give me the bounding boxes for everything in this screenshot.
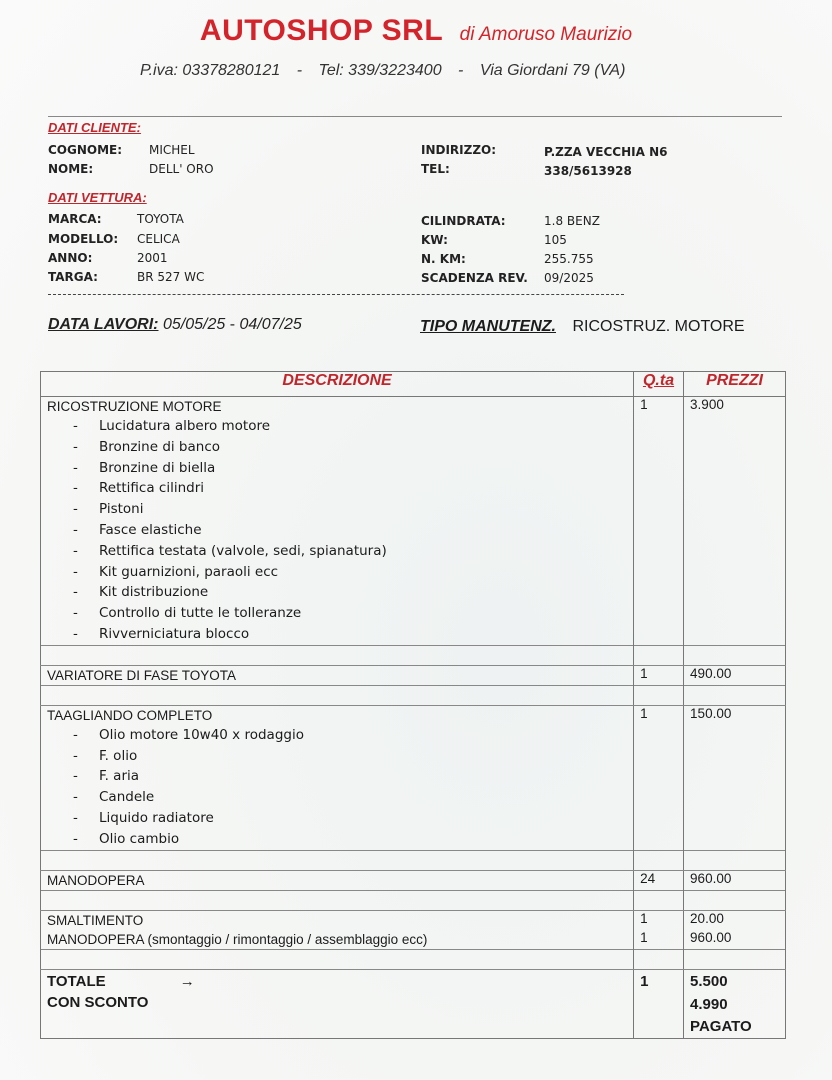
revision-value: 09/2025 bbox=[544, 271, 594, 285]
km-label: N. KM: bbox=[421, 252, 466, 266]
header-divider bbox=[48, 116, 782, 117]
row-qty: 1 bbox=[634, 930, 684, 950]
displacement-label: CILINDRATA: bbox=[421, 214, 506, 228]
list-item: - Olio cambio bbox=[73, 830, 180, 847]
plate-label: TARGA: bbox=[48, 270, 98, 284]
plate-value: BR 527 WC bbox=[137, 270, 205, 284]
work-date-from: 05/05/25 bbox=[162, 316, 226, 333]
list-item: - Olio motore 10w40 x rodaggio bbox=[73, 726, 304, 743]
shop-address: Via Giordani 79 (VA) bbox=[479, 62, 626, 79]
row-price: 960.00 bbox=[684, 930, 786, 950]
list-item: - Candele bbox=[73, 789, 155, 806]
vat-number: P.iva: 03378280121 bbox=[140, 62, 281, 79]
list-item: - F. olio bbox=[73, 747, 138, 764]
col-prices: PREZZI bbox=[684, 372, 786, 397]
brand-value: TOYOTA bbox=[137, 212, 184, 226]
list-item: - Controllo di tutte le tolleranze bbox=[73, 605, 302, 622]
phone-value: 338/5613928 bbox=[544, 164, 632, 178]
displacement-value: 1.8 BENZ bbox=[544, 214, 600, 228]
list-item: - F. aria bbox=[73, 768, 140, 785]
address-label: INDIRIZZO: bbox=[421, 143, 497, 157]
table-row bbox=[41, 870, 786, 890]
sub-item-list bbox=[47, 725, 627, 850]
list-item: - Liquido radiatore bbox=[73, 809, 214, 826]
maintenance-type-label: TIPO MANUTENZ. bbox=[420, 318, 556, 335]
row-qty: 1 bbox=[634, 910, 684, 930]
name-value: DELL' ORO bbox=[149, 162, 214, 176]
total-price: 5.500 bbox=[684, 969, 786, 994]
phone-number: Tel: 339/3223400 bbox=[318, 62, 442, 79]
row-price: 490.00 bbox=[684, 665, 786, 685]
discount-row bbox=[41, 994, 786, 1039]
col-description: DESCRIZIONE bbox=[41, 372, 634, 397]
year-label: ANNO: bbox=[48, 251, 93, 265]
maintenance-type bbox=[420, 318, 745, 336]
spacer-row bbox=[41, 890, 786, 910]
list-item: - Pistoni bbox=[73, 501, 144, 518]
maintenance-type-value: RICOSTRUZ. MOTORE bbox=[572, 318, 745, 335]
km-value: 255.755 bbox=[544, 252, 594, 266]
row-label: SMALTIMENTO bbox=[41, 910, 634, 930]
list-item: - Rettifica cilindri bbox=[73, 480, 205, 497]
row-label: MANODOPERA bbox=[41, 870, 634, 890]
row-qty: 1 bbox=[634, 705, 684, 850]
spacer-row bbox=[41, 850, 786, 870]
list-item: - Kit distribuzione bbox=[73, 584, 209, 601]
spacer-row bbox=[41, 685, 786, 705]
revision-label: SCADENZA REV. bbox=[421, 271, 528, 285]
list-item: - Fasce elastiche bbox=[73, 521, 202, 538]
row-price: 150.00 bbox=[684, 705, 786, 850]
name-label: NOME: bbox=[48, 162, 94, 176]
work-date-to: 04/07/25 bbox=[239, 316, 302, 333]
row-qty: 1 bbox=[634, 665, 684, 685]
paid-status: PAGATO bbox=[690, 1017, 752, 1035]
contact-separator: - bbox=[458, 62, 464, 79]
company-header bbox=[0, 14, 832, 48]
row-price: 960.00 bbox=[684, 870, 786, 890]
vehicle-section-title: DATI VETTURA: bbox=[48, 190, 147, 205]
kw-value: 105 bbox=[544, 233, 567, 247]
row-label: MANODOPERA (smontaggio / rimontaggio / assemblaggio ecc) bbox=[41, 930, 634, 950]
spacer-row bbox=[41, 949, 786, 969]
list-item: - Bronzine di biella bbox=[73, 459, 216, 476]
total-label: TOTALE bbox=[47, 972, 106, 990]
work-dates-label: DATA LAVORI: bbox=[48, 316, 159, 333]
table-row bbox=[41, 910, 786, 930]
table-header bbox=[41, 372, 786, 397]
sub-item-list bbox=[47, 416, 627, 645]
brand-label: MARCA: bbox=[48, 212, 102, 226]
list-item: - Kit guarnizioni, paraoli ecc bbox=[73, 563, 279, 580]
discount-label: CON SCONTO bbox=[41, 994, 634, 1039]
company-owner: di Amoruso Maurizio bbox=[459, 24, 633, 45]
total-qty: 1 bbox=[634, 969, 684, 994]
list-item: - Rettifica testata (valvole, sedi, spianatura) bbox=[73, 542, 387, 559]
invoice-table bbox=[40, 371, 786, 1039]
model-value: CELICA bbox=[137, 232, 180, 246]
table-row bbox=[41, 705, 786, 850]
phone-label: TEL: bbox=[421, 162, 450, 176]
row-label: VARIATORE DI FASE TOYOTA bbox=[41, 665, 634, 685]
surname-label: COGNOME: bbox=[48, 143, 123, 157]
row-qty: 24 bbox=[634, 870, 684, 890]
table-row bbox=[41, 397, 786, 646]
discount-price: 4.990 bbox=[690, 995, 728, 1013]
table-row bbox=[41, 930, 786, 950]
row-label: RICOSTRUZIONE MOTORE bbox=[47, 399, 222, 414]
work-dates bbox=[48, 316, 302, 334]
kw-label: KW: bbox=[421, 233, 448, 247]
list-item: - Lucidatura albero motore bbox=[73, 418, 271, 434]
contact-separator: - bbox=[296, 62, 303, 79]
col-quantity: Q.ta bbox=[634, 372, 684, 397]
list-item: - Rivverniciatura blocco bbox=[73, 625, 250, 642]
row-label: TAAGLIANDO COMPLETO bbox=[47, 707, 213, 723]
row-price: 20.00 bbox=[684, 910, 786, 930]
table-row bbox=[41, 665, 786, 685]
spacer-row bbox=[41, 645, 786, 665]
total-row bbox=[41, 969, 786, 994]
customer-section-title: DATI CLIENTE: bbox=[48, 120, 141, 135]
work-date-separator: - bbox=[229, 316, 236, 333]
dashed-divider bbox=[48, 294, 624, 296]
address-value: P.ZZA VECCHIA N6 bbox=[544, 145, 668, 159]
row-price: 3.900 bbox=[684, 397, 786, 646]
arrow-right-icon: → bbox=[179, 972, 195, 990]
contact-line bbox=[140, 62, 637, 80]
list-item: - Bronzine di banco bbox=[73, 438, 221, 455]
company-name: AUTOSHOP SRL bbox=[199, 14, 444, 47]
surname-value: MICHEL bbox=[149, 143, 195, 157]
year-value: 2001 bbox=[137, 251, 168, 265]
model-label: MODELLO: bbox=[48, 232, 119, 246]
row-qty: 1 bbox=[634, 397, 684, 646]
